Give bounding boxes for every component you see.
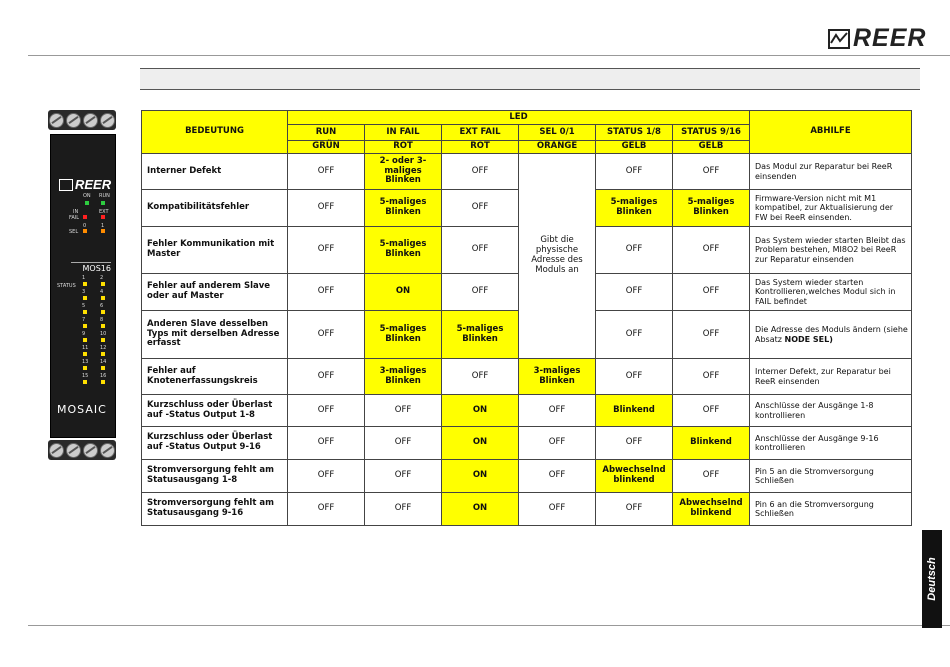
row-meaning: Fehler auf anderem Slave oder auf Master xyxy=(142,274,288,311)
label-status: STATUS xyxy=(57,283,76,289)
status-number-label: 9 xyxy=(82,331,86,337)
cell-s18: OFF xyxy=(596,154,673,190)
cell-s916: Abwechselnd blinkend xyxy=(673,493,750,526)
header-led-4: STATUS 1/8 xyxy=(596,125,673,141)
cell-extfail: 5-maliges Blinken xyxy=(442,311,519,359)
row-remedy xyxy=(750,274,912,311)
led-sel-1 xyxy=(101,229,105,233)
cell-s18: OFF xyxy=(596,427,673,460)
remedy-text: Pin 5 an die Stromversorgung Schließen xyxy=(755,466,874,485)
row-remedy xyxy=(750,154,912,190)
label-in: IN xyxy=(73,209,79,215)
cell-run: OFF xyxy=(288,460,365,493)
top-terminal-block xyxy=(48,110,116,130)
cell-infail: OFF xyxy=(365,395,442,427)
status-led-8 xyxy=(101,324,105,328)
reer-logo xyxy=(828,24,926,53)
cell-s18: OFF xyxy=(596,274,673,311)
status-number-label: 13 xyxy=(82,359,89,365)
remedy-reference: NODE SEL) xyxy=(784,334,833,344)
cell-s916: OFF xyxy=(673,274,750,311)
row-meaning: Fehler Kommunikation mit Master xyxy=(142,227,288,274)
header-divider xyxy=(28,55,950,56)
cell-infail: 5-maliges Blinken xyxy=(365,190,442,227)
row-remedy xyxy=(750,493,912,526)
cell-s18: OFF xyxy=(596,311,673,359)
row-remedy xyxy=(750,311,912,359)
table-row xyxy=(142,460,912,493)
status-number-label: 15 xyxy=(82,373,89,379)
screw-icon xyxy=(83,113,98,128)
row-meaning: Interner Defekt xyxy=(142,154,288,190)
row-meaning: Kurzschluss oder Überlast auf -Status Output 9-16 xyxy=(142,427,288,460)
cell-extfail: ON xyxy=(442,395,519,427)
cell-infail: ON xyxy=(365,274,442,311)
status-led-1 xyxy=(83,282,87,286)
cell-run: OFF xyxy=(288,274,365,311)
status-number-label: 10 xyxy=(100,331,107,337)
header-led-3: SEL 0/1 xyxy=(519,125,596,141)
remedy-text: Pin 6 an die Stromversorgung Schließen xyxy=(755,499,874,518)
status-number-label: 16 xyxy=(100,373,107,379)
cell-extfail: OFF xyxy=(442,154,519,190)
cell-s18: 5-maliges Blinken xyxy=(596,190,673,227)
status-led-14 xyxy=(101,366,105,370)
header-led: LED xyxy=(288,111,750,125)
cell-sel: 3-maliges Blinken xyxy=(519,359,596,395)
table-row xyxy=(142,154,912,190)
led-run xyxy=(101,201,105,205)
status-number-label: 4 xyxy=(100,289,104,295)
label-run: RUN xyxy=(99,193,110,199)
status-led-9 xyxy=(83,338,87,342)
status-number-label: 14 xyxy=(100,359,107,365)
reer-logo-icon xyxy=(828,29,850,49)
remedy-text: Interner Defekt, zur Reparatur bei ReeR einsenden xyxy=(755,367,891,386)
cell-extfail: OFF xyxy=(442,190,519,227)
row-remedy xyxy=(750,227,912,274)
status-led-15 xyxy=(83,380,87,384)
cell-infail: OFF xyxy=(365,460,442,493)
cell-infail: OFF xyxy=(365,427,442,460)
status-led-7 xyxy=(83,324,87,328)
header-led-color-4: GELB xyxy=(596,141,673,154)
header-led-0: RUN xyxy=(288,125,365,141)
row-remedy xyxy=(750,427,912,460)
cell-extfail: ON xyxy=(442,427,519,460)
cell-s916: OFF xyxy=(673,395,750,427)
cell-extfail: ON xyxy=(442,460,519,493)
cell-run: OFF xyxy=(288,395,365,427)
status-led-11 xyxy=(83,352,87,356)
row-meaning: Fehler auf Knotenerfassungskreis xyxy=(142,359,288,395)
cell-run: OFF xyxy=(288,359,365,395)
row-meaning: Stromversorgung fehlt am Statusausgang 9-16 xyxy=(142,493,288,526)
cell-sel-merged: Gibt die physische Adresse des Moduls an xyxy=(519,154,596,359)
status-number-label: 11 xyxy=(82,345,89,351)
remedy-text: Anschlüsse der Ausgänge 9-16 kontrollieren xyxy=(755,433,879,452)
led-on xyxy=(85,201,89,205)
status-led-2 xyxy=(101,282,105,286)
cell-sel: OFF xyxy=(519,427,596,460)
status-led-13 xyxy=(83,366,87,370)
table-row xyxy=(142,395,912,427)
remedy-text: Das Modul zur Reparatur bei ReeR einsenden xyxy=(755,162,893,181)
cell-s916: OFF xyxy=(673,227,750,274)
label-sel-1: 1 xyxy=(101,223,105,229)
label-on: ON xyxy=(83,193,91,199)
label-sel: SEL xyxy=(69,229,79,235)
cell-infail: 5-maliges Blinken xyxy=(365,311,442,359)
header-led-color-3: ORANGE xyxy=(519,141,596,154)
led-ext-fail xyxy=(101,215,105,219)
cell-s916: OFF xyxy=(673,359,750,395)
reer-logo-text: REER xyxy=(853,24,927,52)
cell-s916: 5-maliges Blinken xyxy=(673,190,750,227)
remedy-text: Das System wieder starten Bleibt das Problem bestehen, MI8O2 bei ReeR zur Reparatur einsenden xyxy=(755,236,906,264)
label-ext: EXT xyxy=(99,209,109,215)
screw-icon xyxy=(66,443,81,458)
screw-icon xyxy=(49,443,64,458)
status-number-label: 6 xyxy=(100,303,104,309)
cell-s18: Blinkend xyxy=(596,395,673,427)
cell-s18: OFF xyxy=(596,359,673,395)
header-led-color-5: GELB xyxy=(673,141,750,154)
cell-infail: 3-maliges Blinken xyxy=(365,359,442,395)
header-led-2: EXT FAIL xyxy=(442,125,519,141)
table-row xyxy=(142,493,912,526)
table-row xyxy=(142,427,912,460)
row-remedy xyxy=(750,395,912,427)
label-fail: FAIL xyxy=(69,215,80,221)
language-tab xyxy=(922,530,942,628)
cell-extfail: OFF xyxy=(442,274,519,311)
status-led-16 xyxy=(101,380,105,384)
cell-extfail: OFF xyxy=(442,227,519,274)
remedy-text: Anschlüsse der Ausgänge 1-8 kontrollieren xyxy=(755,401,874,420)
header-remedy: ABHILFE xyxy=(750,111,912,154)
cell-s18: OFF xyxy=(596,493,673,526)
row-remedy xyxy=(750,359,912,395)
screw-icon xyxy=(49,113,64,128)
module-logo-icon xyxy=(59,179,73,191)
cell-s18: OFF xyxy=(596,227,673,274)
bottom-terminal-block xyxy=(48,440,116,460)
header-led-5: STATUS 9/16 xyxy=(673,125,750,141)
cell-run: OFF xyxy=(288,227,365,274)
remedy-text: Das System wieder starten Kontrollieren,welches Modul sich in FAIL befindet xyxy=(755,278,896,306)
cell-s916: OFF xyxy=(673,460,750,493)
status-led-3 xyxy=(83,296,87,300)
led-sel-0 xyxy=(83,229,87,233)
module-name: MOS16 xyxy=(71,262,111,273)
cell-infail: 2- oder 3-maliges Blinken xyxy=(365,154,442,190)
header-led-color-1: ROT xyxy=(365,141,442,154)
cell-extfail: ON xyxy=(442,493,519,526)
cell-run: OFF xyxy=(288,311,365,359)
led-diagnostics-table xyxy=(141,110,912,526)
cell-sel: OFF xyxy=(519,460,596,493)
mos16-module-illustration xyxy=(48,110,116,460)
led-in-fail xyxy=(83,215,87,219)
section-bar xyxy=(140,68,920,90)
language-tab-label: Deutsch xyxy=(926,557,938,601)
screw-icon xyxy=(100,443,115,458)
header-led-color-2: ROT xyxy=(442,141,519,154)
status-led-6 xyxy=(101,310,105,314)
screw-icon xyxy=(66,113,81,128)
cell-sel: OFF xyxy=(519,395,596,427)
cell-run: OFF xyxy=(288,427,365,460)
cell-s916: OFF xyxy=(673,311,750,359)
row-meaning: Anderen Slave desselben Typs mit derselben Adresse erfasst xyxy=(142,311,288,359)
cell-s18: Abwechselnd blinkend xyxy=(596,460,673,493)
label-sel-0: 0 xyxy=(83,223,87,229)
table-row xyxy=(142,359,912,395)
status-led-10 xyxy=(101,338,105,342)
cell-run: OFF xyxy=(288,190,365,227)
screw-icon xyxy=(100,113,115,128)
status-number-label: 1 xyxy=(82,275,86,281)
cell-run: OFF xyxy=(288,154,365,190)
status-led-4 xyxy=(101,296,105,300)
cell-s916: Blinkend xyxy=(673,427,750,460)
module-body xyxy=(50,134,116,438)
remedy-text: Firmware-Version nicht mit M1 kompatibel, zur Aktualisierung der FW bei ReeR einsenden. xyxy=(755,194,894,222)
status-number-label: 12 xyxy=(100,345,107,351)
cell-extfail: OFF xyxy=(442,359,519,395)
module-logo: REER xyxy=(75,177,112,192)
row-meaning: Stromversorgung fehlt am Statusausgang 1-8 xyxy=(142,460,288,493)
row-remedy xyxy=(750,190,912,227)
cell-s916: OFF xyxy=(673,154,750,190)
remedy-text: Die Adresse des Moduls ändern (siehe Absatz xyxy=(755,325,908,344)
footer-divider xyxy=(28,625,950,626)
header-meaning: BEDEUTUNG xyxy=(142,111,288,154)
cell-infail: 5-maliges Blinken xyxy=(365,227,442,274)
status-number-label: 3 xyxy=(82,289,86,295)
screw-icon xyxy=(83,443,98,458)
header-led-1: IN FAIL xyxy=(365,125,442,141)
status-led-12 xyxy=(101,352,105,356)
row-remedy xyxy=(750,460,912,493)
cell-sel: OFF xyxy=(519,493,596,526)
cell-run: OFF xyxy=(288,493,365,526)
status-number-label: 7 xyxy=(82,317,86,323)
status-number-label: 8 xyxy=(100,317,104,323)
status-number-label: 5 xyxy=(82,303,86,309)
status-led-5 xyxy=(83,310,87,314)
row-meaning: Kompatibilitätsfehler xyxy=(142,190,288,227)
cell-infail: OFF xyxy=(365,493,442,526)
row-meaning: Kurzschluss oder Überlast auf -Status Output 1-8 xyxy=(142,395,288,427)
module-footer-logo: MOSAIC xyxy=(57,403,107,416)
status-number-label: 2 xyxy=(100,275,104,281)
header-led-color-0: GRÜN xyxy=(288,141,365,154)
